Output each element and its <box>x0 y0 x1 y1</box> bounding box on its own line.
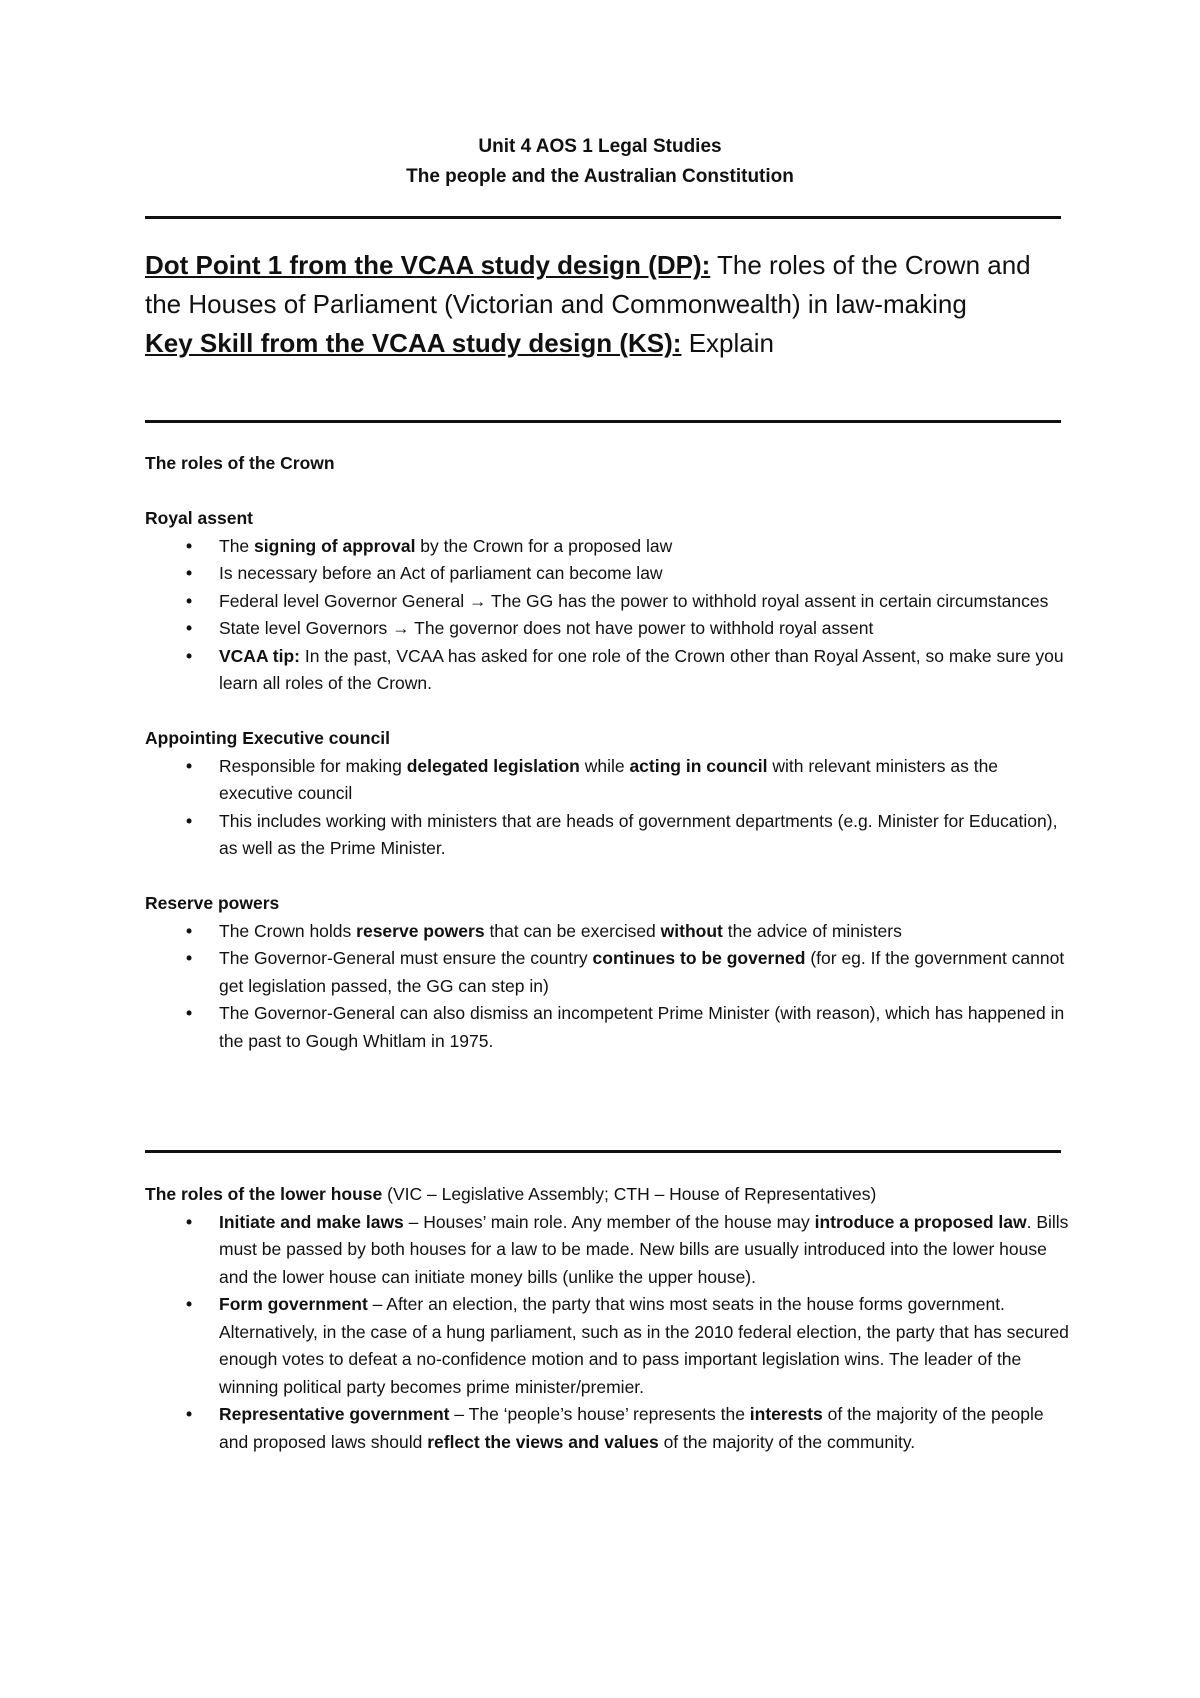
arrow-right-icon: → <box>392 618 410 638</box>
list-item: • Form government – After an election, the party that wins most seats in the house forms government. Alternatively, in the case of a hung parliament, such as in the 2010 federal election, the party that has secured enough votes to defeat a no-confidence motion and to pass important legislation wins. The leader of the winning political party becomes prime minister/premier. <box>145 1291 1070 1401</box>
list-item: • Responsible for making delegated legislation while acting in council with relevant ministers as the executive council <box>145 753 1070 808</box>
subheading-reserve-powers: Reserve powers <box>145 893 280 913</box>
list-item: • The Governor-General can also dismiss an incompetent Prime Minister (with reason), which has happened in the past to Gough Whitlam in 1975. <box>145 1000 1070 1055</box>
crown-section <box>145 450 1070 1055</box>
key-skill-text: Explain <box>688 328 774 358</box>
document-title: Unit 4 AOS 1 Legal Studies <box>478 136 722 157</box>
dot-point-text: The roles of the Crown and the Houses of Parliament (Victorian and Commonwealth) in law-making <box>145 250 1031 319</box>
lower-house-section <box>145 1181 1070 1456</box>
arrow-right-icon: → <box>468 590 487 611</box>
list-item: • VCAA tip: In the past, VCAA has asked for one role of the Crown other than Royal Assent, so make sure you learn all roles of the Crown. <box>145 643 1070 698</box>
list-item: • Federal level Governor General → The GG has the power to withhold royal assent in certain circumstances <box>145 588 1070 616</box>
key-skill <box>145 324 1065 363</box>
royal-assent-list <box>145 533 1070 698</box>
subheading-royal-assent: Royal assent <box>145 508 253 528</box>
document-header <box>0 132 1200 192</box>
study-design-block <box>145 246 1065 363</box>
subheading-executive-council: Appointing Executive council <box>145 728 391 748</box>
list-item: • The signing of approval by the Crown for a proposed law <box>145 533 1070 561</box>
list-item: • Is necessary before an Act of parliament can become law <box>145 560 1070 588</box>
divider-rule <box>145 216 1061 219</box>
list-item: • Initiate and make laws – Houses’ main role. Any member of the house may introduce a proposed law. Bills must be passed by both houses for a law to be made. New bills are usually introduced into the lower house and the lower house can initiate money bills (unlike the upper house). <box>145 1209 1070 1292</box>
lower-house-list <box>145 1209 1070 1457</box>
reserve-powers-list <box>145 918 1070 1056</box>
list-item: • Representative government – The ‘people’s house’ represents the interests of the majority of the people and proposed laws should reflect the views and values of the majority of the community. <box>145 1401 1070 1456</box>
list-item: • The Crown holds reserve powers that can be exercised without the advice of ministers <box>145 918 1070 946</box>
divider-rule <box>145 1150 1061 1153</box>
key-skill-label: Key Skill from the VCAA study design (KS): <box>145 328 682 358</box>
divider-rule <box>145 420 1061 423</box>
document-subtitle: The people and the Australian Constitution <box>406 166 794 187</box>
section-heading: The roles of the lower house (VIC – Legislative Assembly; CTH – House of Representatives) <box>145 1184 877 1204</box>
section-heading: The roles of the Crown <box>145 453 335 473</box>
executive-council-list <box>145 753 1070 863</box>
list-item: • State level Governors → The governor does not have power to withhold royal assent <box>145 615 1070 643</box>
dot-point <box>145 246 1065 324</box>
list-item: • The Governor-General must ensure the country continues to be governed (for eg. If the government cannot get legislation passed, the GG can step in) <box>145 945 1070 1000</box>
dot-point-label: Dot Point 1 from the VCAA study design (DP): <box>145 250 711 280</box>
list-item: • This includes working with ministers that are heads of government departments (e.g. Minister for Education), as well as the Prime Minister. <box>145 808 1070 863</box>
